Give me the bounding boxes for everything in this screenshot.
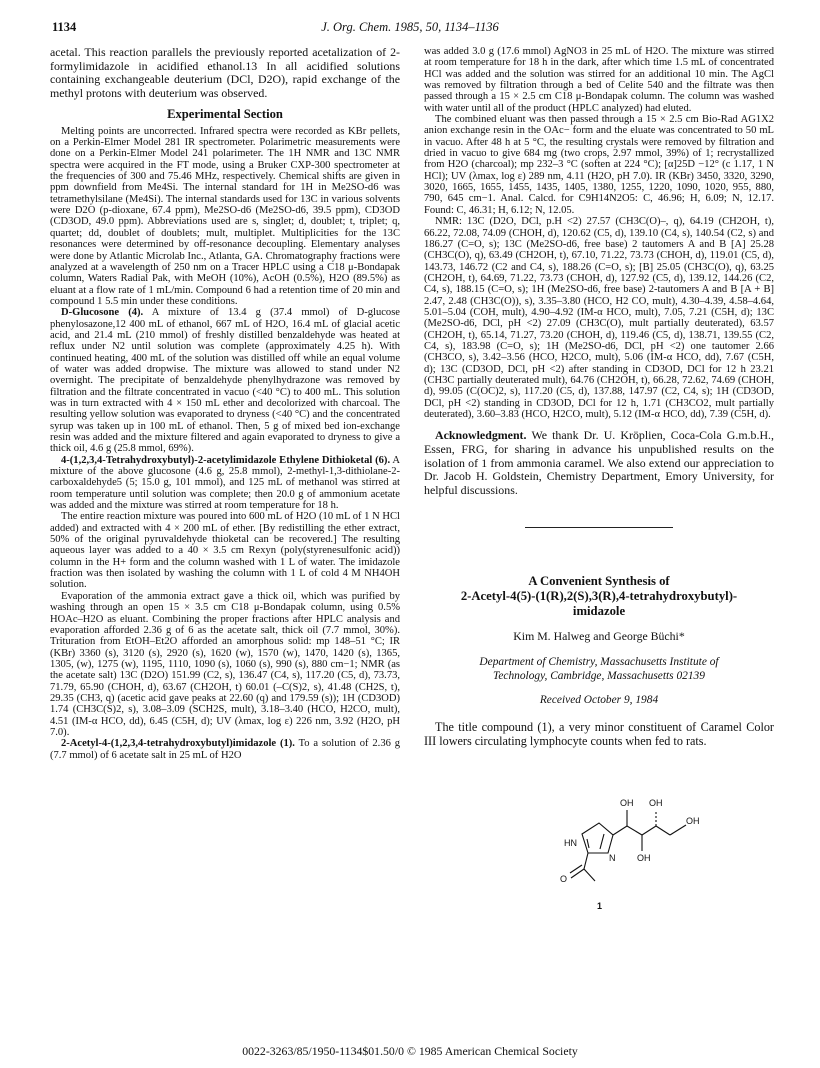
chain-bond-3 — [642, 826, 656, 835]
article-title-line-1: A Convenient Synthesis of — [528, 574, 670, 589]
label-hn: HN — [564, 837, 577, 848]
anion-exchange-paragraph: The combined eluant was then passed through a 15 × 2.5 cm Bio-Rad AG1X2 anion exchange resin in the OAc− form and the eluate was concentrated to 50 mL in vacuo. After 48 h at 5 °C, the resulting crystals were removed by filtration and dried in vacuo to give 684 mg (two crops, 2.97 mmol, 39%) of 1; recrystallized from H2O (charcoal); mp 232–3 °C (soften at 224 °C); [α]25D −12° (c 1.17, 1 N HCl); UV (λmax, log ε) 289 nm, 4.11 (H2O, pH 7.0). IR (KBr) 3450, 3320, 3290, 3020, 1665, 1655, 1455, 1435, 1405, 1380, 1255, 1220, 1090, 1020, 955, 880, 790, 645 cm−1. Anal. Calcd. for C9H14N2O5: C, 46.96; H, 6.09; N, 12.17. Found: C, 46.31; H, 6.12; N, 12.05. — [424, 114, 774, 216]
affiliation-line-2: Technology, Cambridge, Massachusetts 02139 — [493, 669, 705, 682]
nmr-paragraph: NMR: 13C (D2O, DCl, p.H <2) 27.57 (CH3C(O)–, q), 64.19 (CH2OH, t), 66.22, 72.08, 74.09 (CHOH, d), 120.62 (C5, d), 139.10 (C4, s), 140.54 (C2, s) and 186.27 (C=O, s); 13C (Me2SO-d6, free base) 2 tautomers A and B [A] 25.28 (CH3C(O), q), 63.49 (CH2OH, t), 67.10, 71.22, 73.73 (CHOH, d), 119.01 (C5, d), 143.73, 146.72 (C2 and C4, s), 188.26 (C=O, s); [B] 25.05 (CH3C(O), q), 63.25 (CH2OH, t), 64.69, 71.22, 73.73 (CHOH, d), 127.92 (C5, d), 139.12, 144.26 (C2, C4, s), 188.15 (C=O, s); 1H (Me2SO-d6, free base) 2-tautomers A and B [A + B] 2.47, 2.48 (CH3C(O)), s), 3.35–3.80 (HCO, H2 CO, mult), 4.30–4.39, 4.58–4.64, 5.01–5.04 (COH, mult), 4.90–4.92 (IM-α HCO, mult), 7.05, 7.21 (C5H, d); 13C (Me2SO-d6, DCl, pH <2) 27.09 (CH3C(O), mult partially deuterated), 63.57 (CH2OH, t), 65.14, 71.27, 73.20 (CHOH, d), 119.46 (C5, d), 138.71, 139.55 (C2, C4, s), 183.98 (C=O, s); 1H (Me2SO-d6, DCl, pH <2) one tautomer 2.66 (CH3CO, s), 3.42–3.56 (HCO, H2CO, mult), 5.06 (IM-α HCO, dd), 7.67 (C5H, d); 13C (CD3OD, DCl, pH <2) after standing in CD3OD, DCl for 12 h 23.21 (CH3C partially deuterated mult), 64.76 (CH2OH, t), 66.28, 72.62, 74.69 (CHOH, d), 99.05 (C(OC)2, s), 117.20 (C5, d), 137.88, 147.97 (C2, C4, s); 1H (CD3OD, DCl, pH <2) standing in CD3OD, DCl for 12 h, 1.71 (CH3CO2, mult partially deuterated), 3.60–3.83 (HCO, H2CO, mult), 5.12 (IM-α HCO, dd), 7.39 (C5H, d). — [424, 216, 774, 420]
acetylimidazole-paragraph — [50, 738, 400, 761]
label-o: O — [560, 873, 568, 884]
acetylimidazole-body: To a solution of 2.36 g (7.7 mmol) of 6 acetate salt in 25 mL of H2O — [50, 738, 400, 761]
label-oh-top-right: OH — [649, 797, 663, 808]
label-oh-bottom: OH — [637, 852, 651, 863]
article-title-line-2: 2-Acetyl-4(5)-(1(R),2(S),3(R),4-tetrahydroxybutyl)- — [460, 588, 738, 603]
right-column — [424, 46, 774, 916]
ring-double-bond-2 — [587, 839, 589, 848]
glucosone-heading: D-Glucosone (4). — [61, 307, 144, 319]
label-oh-right: OH — [686, 815, 700, 826]
page-number: 1134 — [52, 20, 77, 34]
acknowledgment-paragraph — [424, 429, 774, 497]
glucosone-body: A mixture of 13.4 g (37.4 mmol) of D-glucose phenylosazone,12 400 mL of ethanol, 667 mL of H2O, 16.4 mL of glacial acetic acid, and 21.4 mL (210 mmol) of freshly distilled benzaldehyde was heated at reflux under N2 until solution was complete (approximately 4.25 h). With continued heating, 400 mL of the solution was distilled off while an equal volume of water was added dropwise. The mixture was allowed to stand under N2 overnight. The precipitate of benzaldehyde phenylhydrazone was removed by filtration and the filtrate concentrated in vacuo (<40 °C) to 400 mL. This solution was in turn extracted with 4 × 150 mL ether and decolorized with charcoal. The resulting yellow solution was evaporated to dryness (<40 °C) and the concentrated syrup was taken up in 100 mL of ethanol. Then, 5 g of mixed bed ion-exchange resin was added and the mixture filtered and again evaporated to dryness to give a thick oil, 4.6 g (25.8 mmol, 69%). — [50, 307, 400, 455]
chain-bond-1 — [613, 826, 627, 835]
dithioketal-paragraph — [50, 455, 400, 512]
left-column — [50, 46, 400, 761]
dithioketal-body: A mixture of the above glucosone (4.6 g, 25.8 mmol), 2-methyl-1,3-dithiolane-2-carboxaldehyde5 (5; 15.0 g, 101 mmol), and 125 mL of methanol was stirred at room temperature until solution was complete; then 20.0 g of ammonium acetate was added and the mixture was stirred at room temperature for 18 h. — [50, 454, 400, 512]
compound-structure-diagram — [424, 751, 774, 916]
article-affiliation — [424, 656, 774, 682]
dithioketal-heading: 4-(1,2,3,4-Tetrahydroxybutyl)-2-acetylimidazole Ethylene Dithioketal (6). — [61, 454, 391, 466]
workup-paragraph: The entire reaction mixture was poured into 600 mL of H2O (10 mL of 1 N HCl added) and extracted with 4 × 200 mL of ether. [By redistilling the ether extract, 50% of the original pyruvaldehyde thioketal can be recovered.] The resulting aqueous layer was added to a 40 × 3.5 cm Rexyn (poly(styrenesulfonic acid)) column in the H+ form and the column washed with 1 L of water. The imidazole fraction was then isolated by washing the column with 1 L of cold 4 M NH4OH solution. — [50, 511, 400, 591]
article-divider — [525, 527, 673, 528]
affiliation-line-1: Department of Chemistry, Massachusetts Institute of — [479, 656, 719, 669]
imidazole-ring — [582, 823, 613, 853]
methyl-bond — [584, 869, 595, 881]
structure-figure — [424, 751, 774, 916]
article-authors: Kim M. Halweg and George Büchi* — [513, 629, 685, 644]
purification-paragraph: Evaporation of the ammonia extract gave a thick oil, which was purified by washing through an open 15 × 3.5 cm C18 μ-Bondapak column, using 0.5% HOAc–H2O as eluant. Combining the proper fractions after HPLC analysis and evaporation afforded 2.36 g of 6 as the acetate salt, thick oil (7.7 mmol, 30%). Trituration from EtOH–Et2O afforded an amorphous solid: mp 148–51 °C; IR (KBr) 3360 (s), 3120 (s), 2920 (s), 1620 (w), 1570 (w), 1470, 1420 (s), 1365, 1305, (w), 1275 (w), 1195, 1110, 1090 (s), 1060 (s), 990 (s), 880 cm−1; NMR (as the acetate salt) 13C (D2O) 151.99 (C2, s), 136.47 (C4, s), 117.20 (C5, d), 73.73, 71.79, 65.90 (CHOH, d), 63.67 (CH2OH, t) 60.01 (–C(S)2, s), 41.48 (CH2S, t), 29.35 (CH3, q) (acetic acid gave peaks at 22.60 (q) and 179.59 (s)); 1H (CD3OD) 1.74 (CH3C(S)2, s), 3.08–3.09 (SCH2S, mult), 3.18–3.40 (HCO, H2CO, mult), 4.51 (IM-α HCO, dd), 6.45 (C5H, d); UV (λmax, log ε) 226 nm, 3.92 (H2O, pH 7.0). — [50, 590, 400, 738]
acetylimidazole-heading: 2-Acetyl-4-(1,2,3,4-tetrahydroxybutyl)imidazole (1). — [61, 738, 295, 750]
section-heading: Experimental Section — [167, 107, 283, 122]
experimental-general-paragraph: Melting points are uncorrected. Infrared spectra were recorded as KBr pellets, on a Perkin-Elmer Model 281 IR spectrometer. Polarimetric measurements were done on a Perkin-Elmer Model 241 polarimeter. The 1H NMR and 13C NMR spectra were acquired in the FT mode, using a Bruker CXP-300 spectrometer at the frequencies of 300 and 75.46 MHz, respectively. Chemical shifts are given in ppm downfield from Me4Si. The internal standard for 1H in Me2SO-d6 was tetramethylsilane (Me4Si). The internal standards used for 13C in various solvents were D2O (p-dioxane, 67.4 ppm), Me2SO-d6 (Me2SO-d6, 39.5 ppm), CD3OD (CD3OD, 49.0 ppm). Abbreviations used are s, singlet; d, doublet; t, triplet; q, quartet; dd, doublet of doublets; mult, multiplet. Multiplicities for the 13C resonances were determined by off-resonance decoupling. Elementary analyses were done by Atlantic Microlab Inc., Atlanta, GA. Chromatography fractions were analyzed at a wavelength of 250 nm on a Tracer HPLC using a C18 μ-Bondapak column, Waters Radial Pak, with MeOH (10%), AcOH (0.5%), H2O (89.5%) as eluant at a flow rate of 1 mL/min. Compound 6 had a retention time of 20 min and compound 1 5.5 min under these conditions. — [50, 125, 400, 307]
page-footer: 0022-3263/85/1950-1134$01.50/0 © 1985 American Chemical Society — [242, 1044, 578, 1058]
chain-bond-4 — [656, 826, 670, 835]
journal-citation: J. Org. Chem. 1985, 50, 1134–1136 — [321, 20, 499, 34]
acetyl-bond — [584, 853, 588, 869]
chain-bond-2 — [627, 826, 642, 835]
carbonyl-bond — [571, 869, 584, 878]
acknowledgment-body: We thank Dr. U. Kröplien, Coca-Cola G.m.b.H., Essen, FRG, for sharing in advance his unpublished results on the isolation of 1 from ammonia caramel. We also extend our appreciation to Dr. Jacob H. Goldstein, Chemistry Department, Emory University, for helpful discussions. — [424, 428, 774, 497]
label-n: N — [609, 852, 616, 863]
article-title — [424, 574, 774, 618]
received-date: Received October 9, 1984 — [539, 693, 659, 706]
acknowledgment-heading: Acknowledgment. — [435, 428, 527, 443]
ring-double-bond — [600, 834, 604, 849]
label-oh-top-left: OH — [620, 797, 634, 808]
glucosone-paragraph — [50, 307, 400, 454]
intro-paragraph: acetal. This reaction parallels the previously reported acetalization of 2-formylimidazole in acidified ethanol.13 In all acidified solutions containing exchangeable deuterium (DCl, D2O), rapid exchange of the methyl protons with deuterium was observed. — [50, 45, 400, 100]
article-title-line-3: imidazole — [572, 603, 626, 618]
running-header — [52, 20, 768, 38]
abstract-paragraph: The title compound (1), a very minor constituent of Caramel Color III lowers circulating lymphocyte counts when fed to rats. — [424, 720, 774, 749]
silver-nitrate-paragraph: was added 3.0 g (17.6 mmol) AgNO3 in 25 mL of H2O. The mixture was stirred at room temperature for 18 h in the dark, after which time 1.5 mL of concentrated HCl was added and the solution was stirred for an additional 10 min. The AgCl was removed by filtration through a bed of Celite 540 and the filtrate was then passed through a 15 × 2.5 cm C18 μ-Bondapak column. The column was washed with water until all of the product (HPLC analyzed) had eluted. — [424, 46, 774, 114]
chain-bond-5 — [670, 825, 686, 835]
compound-number: 1 — [597, 900, 603, 911]
